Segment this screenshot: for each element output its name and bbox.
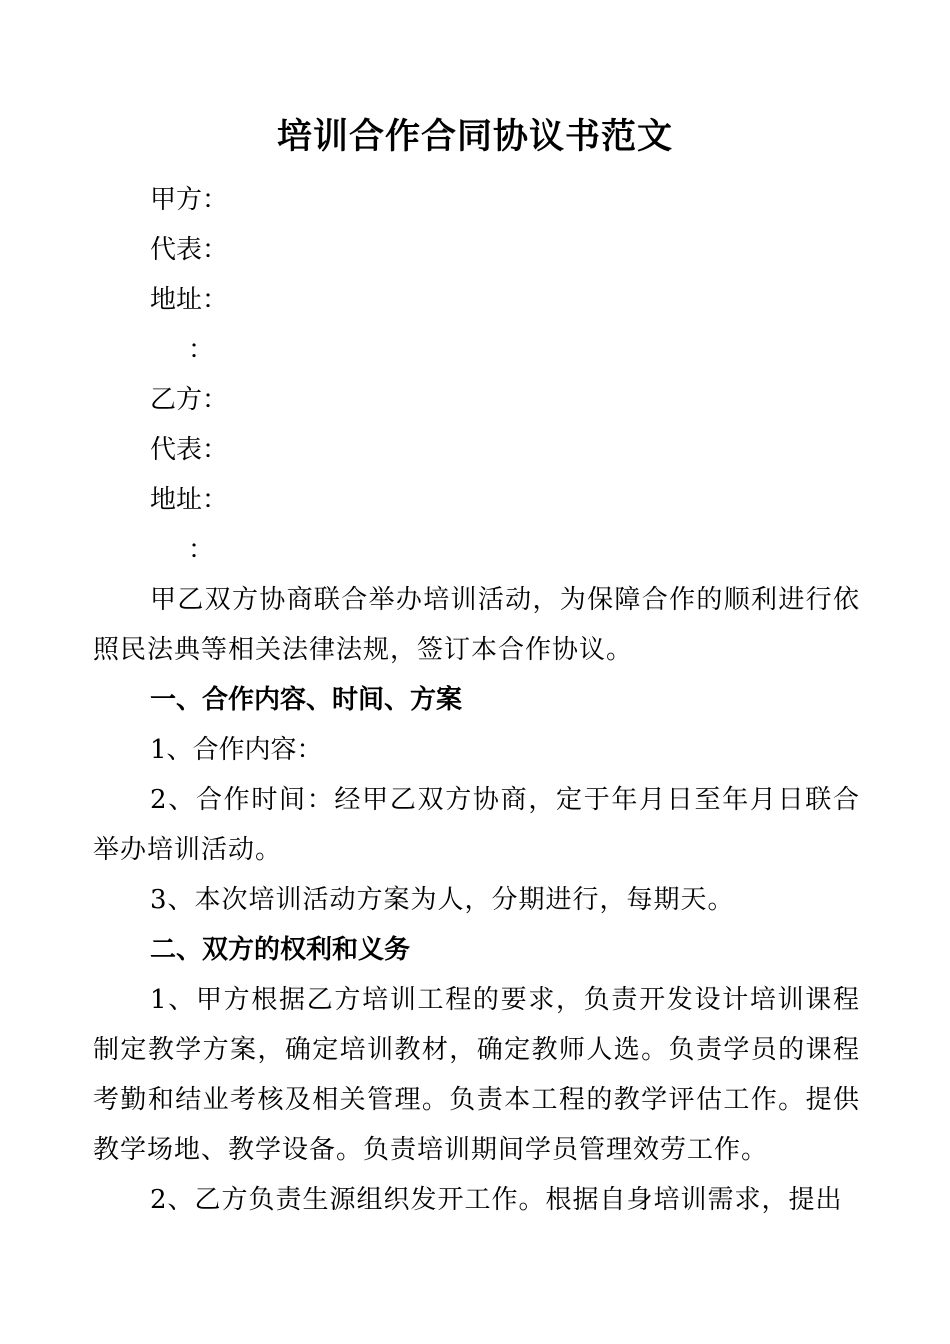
party-b-representative-label: 代表： [150,435,229,465]
section-1-item-3: 3、本次培训活动方案为人，分期进行，每期天。 [150,885,735,915]
section-1-heading: 一、合作内容、时间、方案 [150,685,463,715]
party-a-extra-field-label: ： [188,335,215,365]
section-2-item-2: 2、乙方负责生源组织发开工作。根据自身培训需求，提出 [150,1185,843,1215]
document-title: 培训合作合同协议书范文 [276,117,673,157]
party-b-address-label: 地址： [150,485,229,515]
section-1-item-2: 2、合作时间：经甲乙双方协商，定于年月日至年月日联合举办培训活动。 [93,785,860,865]
party-b-label: 乙方： [150,385,229,415]
party-a-representative-label: 代表： [150,235,229,265]
party-a-address-label: 地址： [150,285,229,315]
section-1-item-1: 1、合作内容： [150,735,323,765]
intro-paragraph: 甲乙双方协商联合举办培训活动，为保障合作的顺利进行依照民法典等相关法律法规，签订本合作协议。 [93,585,860,665]
section-2-heading: 二、双方的权利和义务 [150,935,411,965]
section-2-item-1: 1、甲方根据乙方培训工程的要求，负责开发设计培训课程制定教学方案，确定培训教材，确定教师人选。负责学员的课程考勤和结业考核及相关管理。负责本工程的教学评估工作。提供教学场地、教学设备。负责培训期间学员管理效劳工作。 [93,985,860,1165]
party-a-label: 甲方： [150,185,229,215]
party-b-extra-field-label: ： [188,535,215,565]
